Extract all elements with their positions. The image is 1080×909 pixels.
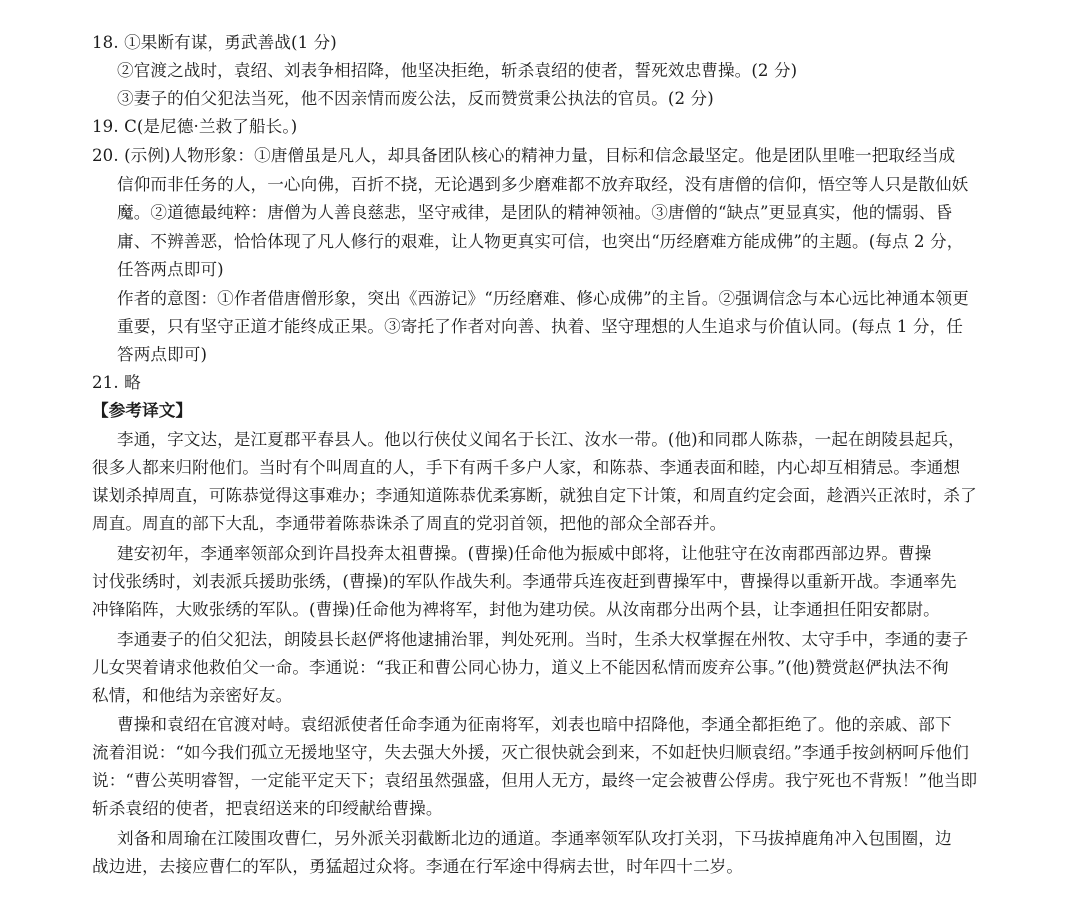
answer-18-line-2: ②官渡之战时，袁绍、刘表争相招降，他坚决拒绝，斩杀袁绍的使者，誓死效忠曹操。(2 分)	[117, 61, 798, 80]
answer-21-line-1: 21. 略	[92, 373, 141, 392]
translation-p3-line-1: 李通妻子的伯父犯法，朗陵县长赵俨将他逮捕治罪，判处死刑。当时，生杀大权掌握在州牧、太守手中，李通的妻子	[117, 630, 969, 649]
answer-20-line-6: 作者的意图：①作者借唐僧形象，突出《西游记》“历经磨难、修心成佛”的主旨。②强调信念与本心远比神通本领更	[117, 289, 969, 308]
answer-20-line-3: 魔。②道德最纯粹：唐僧为人善良慈悲，坚守戒律，是团队的精神领袖。③唐僧的“缺点”更显真实，他的懦弱、昏	[117, 203, 953, 222]
translation-p1-line-3: 谋划杀掉周直，可陈恭觉得这事难办；李通知道陈恭优柔寡断，就独自定下计策，和周直约定会面，趁酒兴正浓时，杀了	[92, 486, 977, 505]
translation-p4-line-1: 曹操和袁绍在官渡对峙。袁绍派使者任命李通为征南将军，刘表也暗中招降他，李通全都拒绝了。他的亲戚、部下	[117, 715, 952, 734]
translation-p5-line-2: 战边进，去接应曹仁的军队，勇猛超过众将。李通在行军途中得病去世，时年四十二岁。	[92, 857, 744, 876]
answer-20-line-5: 任答两点即可)	[117, 260, 224, 279]
answer-20-line-7: 重要，只有坚守正道才能终成正果。③寄托了作者对向善、执着、坚守理想的人生追求与价值认同。(每点 1 分，任	[117, 317, 963, 336]
answer-19-line-1: 19. C(是尼德·兰救了船长。)	[92, 117, 298, 136]
translation-p2-line-3: 冲锋陷阵，大败张绣的军队。(曹操)任命他为裨将军，封他为建功侯。从汝南郡分出两个县，让李通担任阳安都尉。	[92, 600, 940, 619]
translation-p2-line-2: 讨伐张绣时，刘表派兵援助张绣，(曹操)的军队作战失利。李通带兵连夜赶到曹操军中，曹操得以重新开战。李通率先	[92, 572, 957, 591]
answer-20-line-1: 20. (示例)人物形象：①唐僧虽是凡人，却具备团队核心的精神力量，目标和信念最坚定。他是团队里唯一把取经当成	[92, 146, 956, 165]
translation-p3-line-2: 儿女哭着请求他救伯父一命。李通说：“我正和曹公同心协力，道义上不能因私情而废弃公事。”(他)赞赏赵俨执法不徇	[92, 658, 949, 677]
answer-18-line-1: 18. ①果断有谋，勇武善战(1 分)	[92, 33, 337, 52]
reference-translation-heading: 【参考译文】	[92, 401, 193, 420]
translation-p1-line-1: 李通，字文达，是江夏郡平春县人。他以行侠仗义闻名于长江、汝水一带。(他)和同郡人陈恭，一起在朗陵县起兵，	[117, 430, 965, 449]
translation-p2-line-1: 建安初年，李通率领部众到许昌投奔太祖曹操。(曹操)任命他为振威中郎将，让他驻守在汝南郡西部边界。曹操	[117, 544, 932, 563]
translation-p3-line-3: 私情，和他结为亲密好友。	[92, 686, 293, 705]
translation-p4-line-3: 说：“曹公英明睿智，一定能平定天下；袁绍虽然强盛，但用人无方，最终一定会被曹公俘虏。我宁死也不背叛！”他当即	[92, 771, 978, 790]
translation-p1-line-2: 很多人都来归附他们。当时有个叫周直的人，手下有两千多户人家，和陈恭、李通表面和睦，内心却互相猜忌。李通想	[92, 458, 961, 477]
answer-18-line-3: ③妻子的伯父犯法当死，他不因亲情而废公法，反而赞赏秉公执法的官员。(2 分)	[117, 89, 714, 108]
answer-20-line-2: 信仰而非任务的人，一心向佛，百折不挠，无论遇到多少磨难都不放弃取经，没有唐僧的信仰，悟空等人只是散仙妖	[117, 175, 969, 194]
translation-p4-line-2: 流着泪说：“如今我们孤立无援地坚守，失去强大外援，灭亡很快就会到来，不如赶快归顺袁绍。”李通手按剑柄呵斥他们	[92, 743, 969, 762]
answer-20-line-4: 庸、不辨善恶，恰恰体现了凡人修行的艰难，让人物更真实可信，也突出“历经磨难方能成佛”的主题。(每点 2 分，	[117, 232, 964, 251]
translation-p1-line-4: 周直。周直的部下大乱，李通带着陈恭诛杀了周直的党羽首领，把他的部众全部吞并。	[92, 514, 727, 533]
translation-p5-line-1: 刘备和周瑜在江陵围攻曹仁，另外派关羽截断北边的通道。李通率领军队攻打关羽，下马拔掉鹿角冲入包围圈，边	[117, 829, 952, 848]
translation-p4-line-4: 斩杀袁绍的使者，把袁绍送来的印绶献给曹操。	[92, 799, 443, 818]
answer-20-line-8: 答两点即可)	[117, 345, 208, 364]
